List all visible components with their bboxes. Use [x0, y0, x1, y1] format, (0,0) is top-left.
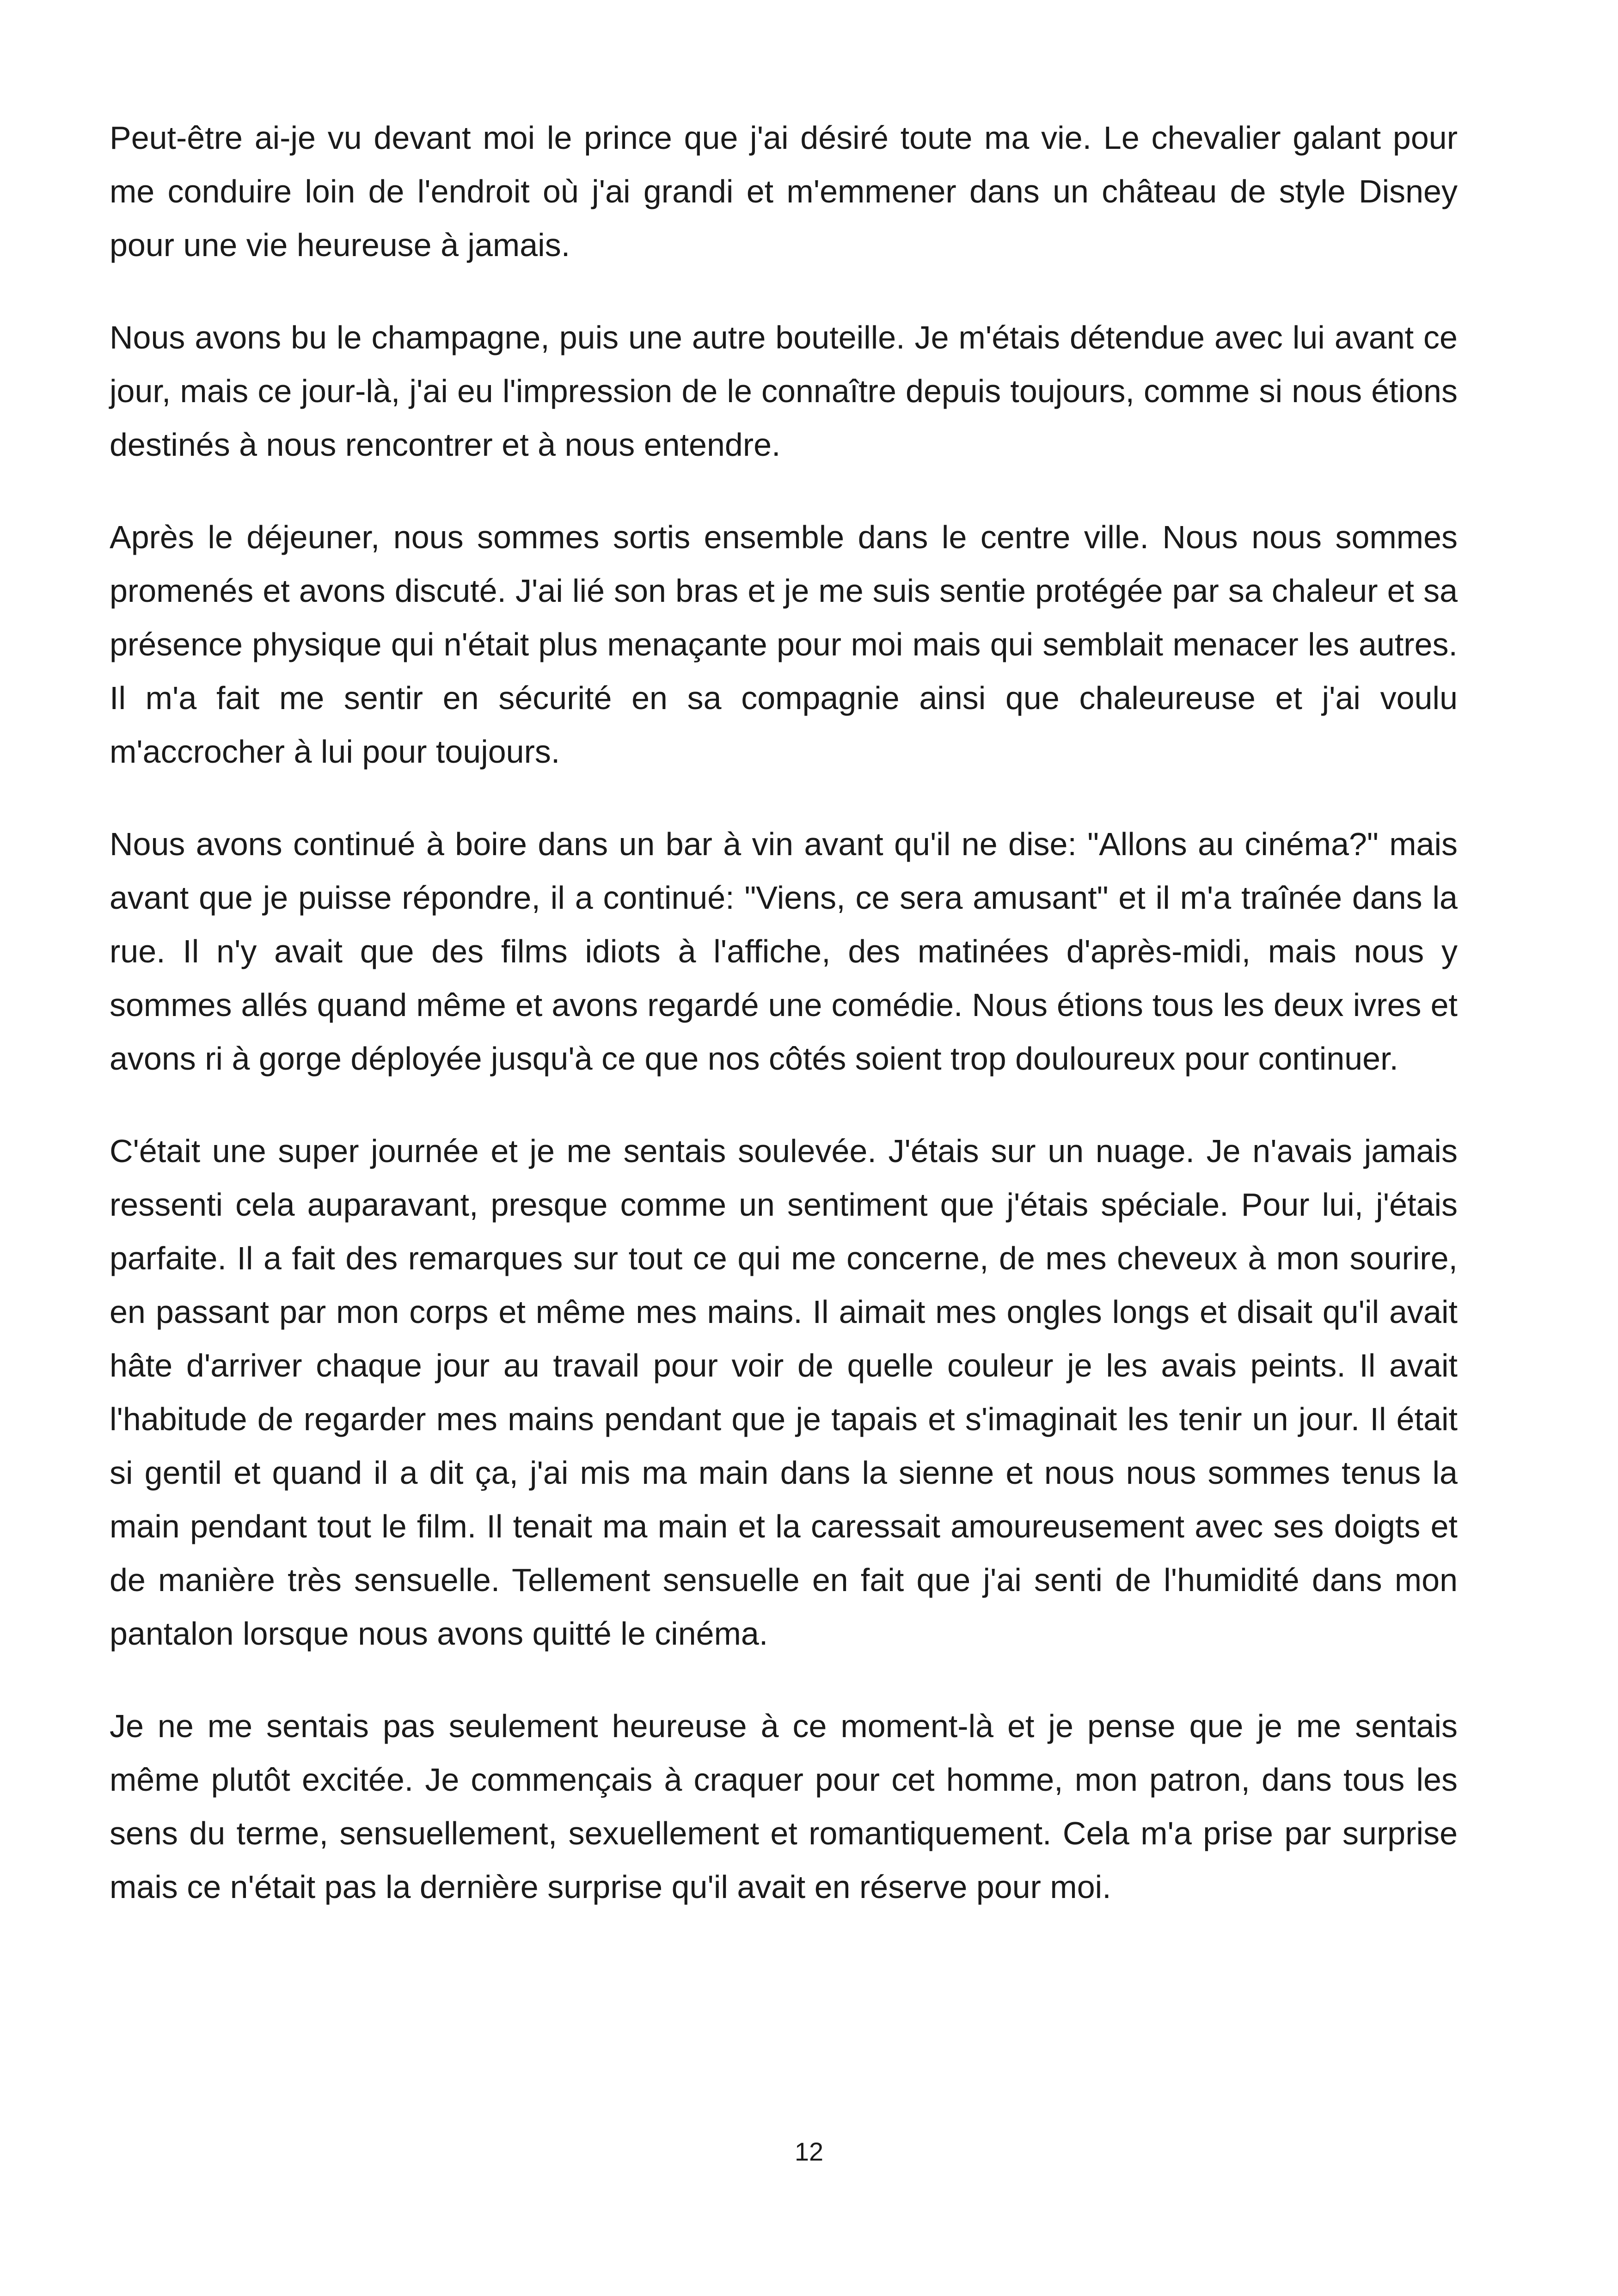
paragraph-1: Peut-être ai-je vu devant moi le prince que j'ai désiré toute ma vie. Le chevalier galant pour me conduire loin de l'endroit où j'ai grandi et m'emmener dans un château de style Disney pour une vie heureuse à jamais. — [110, 120, 1458, 263]
paragraph-2: Nous avons bu le champagne, puis une autre bouteille. Je m'étais détendue avec lui avant ce jour, mais ce jour-là, j'ai eu l'impression de le connaître depuis toujours, comme si nous étions destinés à nous rencontrer et à nous entendre. — [110, 319, 1458, 463]
page-number: 12 — [794, 2137, 824, 2166]
paragraph-6: Je ne me sentais pas seulement heureuse à ce moment-là et je pense que je me sentais même plutôt excitée. Je commençais à craquer pour cet homme, mon patron, dans tous les sens du terme, sensuellement, sexuellement et romantiquement. Cela m'a prise par surprise mais ce n'était pas la dernière surprise qu'il avait en réserve pour moi. — [110, 1708, 1458, 1905]
paragraph-5: C'était une super journée et je me sentais soulevée. J'étais sur un nuage. Je n'avais jamais ressenti cela auparavant, presque comme un sentiment que j'étais spéciale. Pour lui, j'étais parfaite. Il a fait des remarques sur tout ce qui me concerne, de mes cheveux à mon sourire, en passant par mon corps et même mes mains. Il aimait mes ongles longs et disait qu'il avait hâte d'arriver chaque jour au travail pour voir de quelle couleur je les avais peints. Il avait l'habitude de regarder mes mains pendant que je tapais et s'imaginait les tenir un jour. Il était si gentil et quand il a dit ça, j'ai mis ma main dans la sienne et nous nous sommes tenus la main pendant tout le film. Il tenait ma main et la caressait amoureusement avec ses doigts et de manière très sensuelle. Tellement sensuelle en fait que j'ai senti de l'humidité dans mon pantalon lorsque nous avons quitté le cinéma. — [110, 1133, 1458, 1652]
paragraph-4: Nous avons continué à boire dans un bar à vin avant qu'il ne dise: "Allons au cinéma?" mais avant que je puisse répondre, il a continué: "Viens, ce sera amusant" et il m'a traînée dans la rue. Il n'y avait que des films idiots à l'affiche, des matinées d'après-midi, mais nous y sommes allés quand même et avons regardé une comédie. Nous étions tous les deux ivres et avons ri à gorge déployée jusqu'à ce que nos côtés soient trop douloureux pour continuer. — [110, 826, 1458, 1077]
paragraph-3: Après le déjeuner, nous sommes sortis ensemble dans le centre ville. Nous nous sommes promenés et avons discuté. J'ai lié son bras et je me suis sentie protégée par sa chaleur et sa présence physique qui n'était plus menaçante pour moi mais qui semblait menacer les autres. Il m'a fait me sentir en sécurité en sa compagnie ainsi que chaleureuse et j'ai voulu m'accrocher à lui pour toujours. — [110, 519, 1458, 770]
body-text — [110, 111, 1458, 1953]
